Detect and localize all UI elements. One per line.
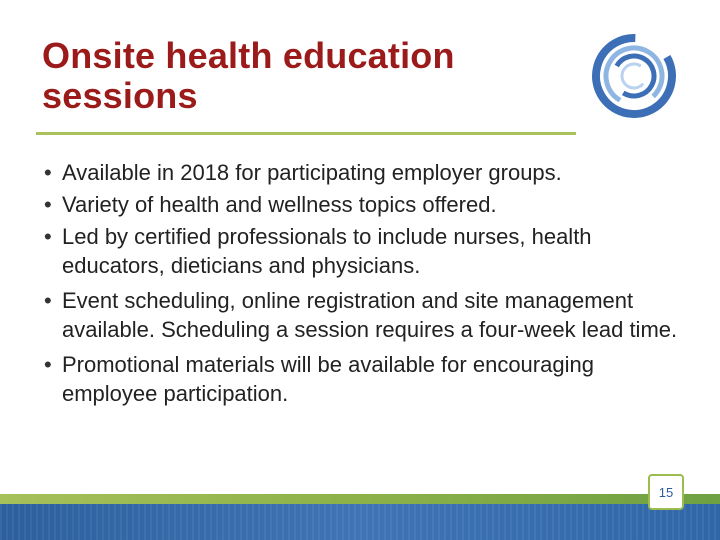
bullet-item: • Variety of health and wellness topics offered. xyxy=(44,190,684,219)
title-divider xyxy=(36,132,576,135)
page-number: 15 xyxy=(658,484,674,500)
footer-bar xyxy=(0,504,720,540)
bullet-list xyxy=(44,158,684,411)
footer-accent-stripe xyxy=(0,494,720,504)
swirl-logo-icon xyxy=(590,32,678,120)
bullet-item: • Led by certified professionals to include nurses, health educators, dieticians and physicians. xyxy=(44,222,684,280)
bullet-item: • Event scheduling, online registration and site management available. Scheduling a session requires a four-week lead time. xyxy=(44,286,684,344)
bullet-item: • Available in 2018 for participating employer groups. xyxy=(44,158,684,187)
bullet-item: • Promotional materials will be available for encouraging employee participation. xyxy=(44,350,684,408)
slide-title: Onsite health education sessions xyxy=(42,35,455,116)
page-number-badge xyxy=(648,474,684,510)
